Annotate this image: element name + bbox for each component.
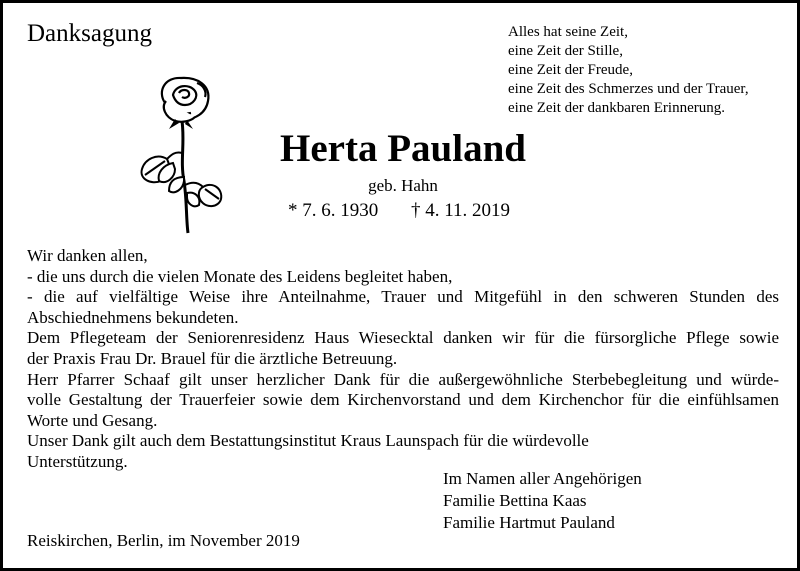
- place-date: Reiskirchen, Berlin, im November 2019: [27, 531, 300, 550]
- body-line: - die uns durch die vielen Monate des Leidens begleitet haben,: [27, 266, 453, 286]
- signature-line: Familie Hartmut Pauland: [443, 513, 615, 532]
- motto-line: Alles hat seine Zeit,: [508, 24, 628, 40]
- body-line: der Praxis Frau Dr. Brauel für die ärztliche Betreuung.: [27, 348, 398, 368]
- body-line: Wir danken allen,: [27, 246, 148, 265]
- body-line: Worte und Gesang.: [27, 410, 158, 430]
- motto-poem: [508, 23, 749, 118]
- body-line: Herr Pfarrer Schaaf gilt unser herzlicher Dank für die außergewöhnliche Sterbebegleitung und würde-: [27, 369, 779, 389]
- signature-line: Im Namen aller Angehörigen: [443, 469, 642, 488]
- body-line: - die auf vielfältige Weise ihre Anteilnahme, Trauer und Mitgefühl in den schweren Stunden des: [27, 287, 779, 307]
- maiden-name: geb. Hahn: [368, 176, 438, 195]
- death-date: † 4. 11. 2019: [411, 200, 511, 221]
- body-line: Abschiednehmens bekundeten.: [27, 307, 239, 327]
- motto-line: eine Zeit des Schmerzes und der Trauer,: [508, 81, 749, 97]
- motto-line: eine Zeit der Freude,: [508, 62, 633, 78]
- heading: Danksagung: [27, 20, 152, 47]
- motto-line: eine Zeit der dankbaren Erinnerung.: [508, 100, 725, 116]
- body-line: Unterstützung.: [27, 451, 128, 471]
- signature-line: Familie Bettina Kaas: [443, 491, 587, 510]
- motto-line: eine Zeit der Stille,: [508, 43, 623, 59]
- signature-block: [443, 468, 642, 534]
- deceased-name: Herta Pauland: [280, 127, 526, 170]
- body-line: volle Gestaltung der Trauerfeier sowie dem Kirchenvorstand und dem Kirchenchor für die einfühlsamen: [27, 390, 779, 410]
- thanks-text: [27, 246, 779, 473]
- birth-date: * 7. 6. 1930: [288, 200, 379, 221]
- body-line: Unser Dank gilt auch dem Bestattungsinstitut Kraus Launspach für die würdevolle: [27, 431, 589, 451]
- body-line: Dem Pflegeteam der Seniorenresidenz Haus Wiesecktal danken wir für die fürsorgliche Pflege sowie: [27, 328, 779, 348]
